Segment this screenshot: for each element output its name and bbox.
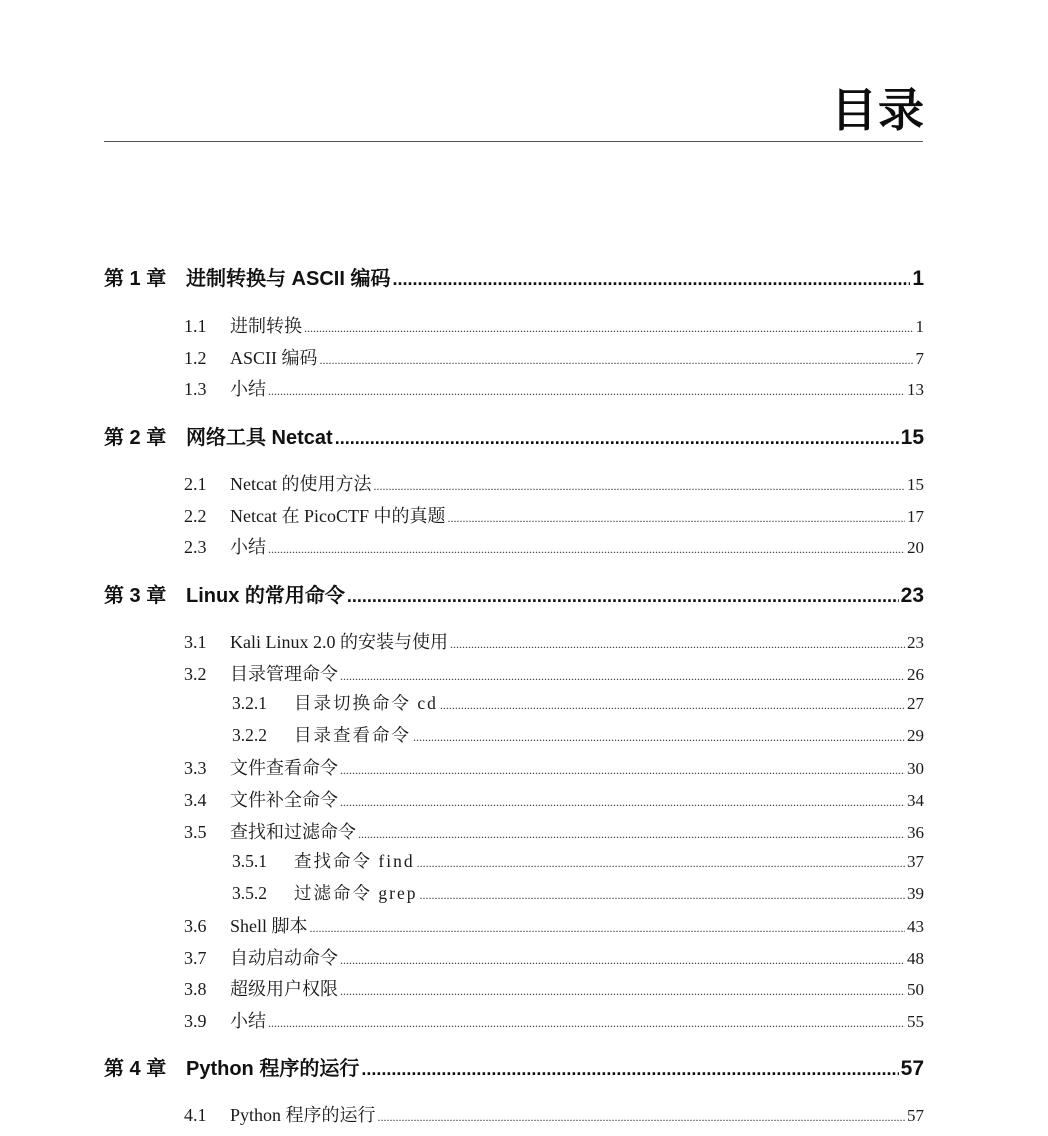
dot-leader [340, 795, 905, 810]
toc-subsection-entry[interactable] [232, 880, 924, 905]
toc-entry-title: 小结 [230, 537, 266, 557]
toc-entry-page-number: 1 [915, 317, 924, 336]
toc-entry-number: 第 2 章 [104, 427, 167, 449]
toc-entry-title: Python 程序的运行 [186, 1058, 360, 1080]
dot-leader [347, 586, 899, 607]
dot-leader [320, 353, 914, 368]
toc-section-entry[interactable] [184, 818, 924, 844]
toc-entry-page-number: 43 [907, 917, 924, 936]
toc-subsection-entry[interactable] [232, 722, 924, 747]
dot-leader [335, 428, 899, 449]
dot-leader [378, 1110, 905, 1125]
toc-entry-page-number: 26 [907, 665, 924, 684]
dot-leader [310, 921, 905, 936]
toc-entry-title: Netcat 的使用方法 [230, 474, 372, 494]
dot-leader [413, 730, 905, 745]
toc-entry-title: 超级用户权限 [230, 979, 338, 999]
toc-section-entry[interactable] [184, 1101, 924, 1127]
toc-section-entry[interactable] [184, 344, 924, 370]
toc-entry-page-number: 15 [907, 475, 924, 494]
toc-entry-number: 3.7 [184, 948, 207, 968]
dot-leader [340, 763, 905, 778]
toc-entry-page-number: 48 [907, 949, 924, 968]
dot-leader [304, 321, 914, 336]
toc-subsection-entry[interactable] [232, 690, 924, 715]
toc-entry-number: 1.2 [184, 348, 207, 368]
toc-section-entry[interactable] [184, 470, 924, 496]
toc-entry-number: 3.3 [184, 758, 207, 778]
toc-entry-number: 3.6 [184, 916, 207, 936]
toc-entry-title: Linux 的常用命令 [186, 585, 345, 607]
toc-entry-page-number: 30 [907, 759, 924, 778]
toc-entry-number: 4.1 [184, 1105, 207, 1125]
toc-entry-title: 过滤命令 grep [294, 883, 418, 903]
toc-entry-page-number: 50 [907, 980, 924, 999]
toc-entry-title: Shell 脚本 [230, 916, 308, 936]
toc-entry-number: 3.4 [184, 790, 207, 810]
toc-entry-page-number: 36 [907, 823, 924, 842]
toc-entry-title: 进制转换 [230, 316, 302, 336]
toc-entry-title: 小结 [230, 379, 266, 399]
dot-leader [340, 953, 905, 968]
toc-entry-page-number: 20 [907, 538, 924, 557]
toc-entry-number: 第 3 章 [104, 585, 167, 607]
toc-entry-number: 1.3 [184, 379, 207, 399]
toc-entry-number: 第 4 章 [104, 1058, 167, 1080]
toc-entry-title: 查找和过滤命令 [230, 822, 356, 842]
dot-leader [268, 384, 905, 399]
toc-section-entry[interactable] [184, 786, 924, 812]
dot-leader [447, 511, 905, 526]
toc-entry-number: 3.5.2 [232, 883, 267, 903]
toc-entry-page-number: 17 [907, 507, 924, 526]
toc-entry-page-number: 37 [907, 852, 924, 871]
toc-section-entry[interactable] [184, 660, 924, 686]
toc-entry-page-number: 29 [907, 726, 924, 745]
toc-entry-number: 第 1 章 [104, 268, 167, 290]
dot-leader [340, 669, 905, 684]
toc-chapter-entry[interactable] [104, 579, 924, 608]
toc-entry-page-number: 7 [915, 349, 924, 368]
toc-entry-number: 3.8 [184, 979, 207, 999]
dot-leader [358, 827, 905, 842]
toc-entry-number: 3.5.1 [232, 851, 267, 871]
dot-leader [450, 637, 905, 652]
toc-entry-page-number: 57 [900, 1057, 924, 1080]
dot-leader [417, 856, 905, 871]
toc-section-entry[interactable] [184, 502, 924, 528]
dot-leader [419, 888, 905, 903]
toc-entry-page-number: 27 [907, 694, 924, 713]
toc-section-entry[interactable] [184, 1007, 924, 1033]
toc-entry-title: 查找命令 find [294, 851, 415, 871]
toc-entry-title: 自动启动命令 [230, 948, 338, 968]
toc-entry-title: 网络工具 Netcat [186, 427, 333, 449]
toc-entry-title: 文件查看命令 [230, 758, 338, 778]
page-title: 目录 [831, 84, 925, 136]
toc-entry-page-number: 23 [907, 633, 924, 652]
toc-entry-title: 目录切换命令 cd [294, 693, 438, 713]
toc-entry-number: 3.2.1 [232, 693, 267, 713]
toc-section-entry[interactable] [184, 754, 924, 780]
toc-entry-title: 目录管理命令 [230, 664, 338, 684]
toc-entry-number: 3.9 [184, 1011, 207, 1031]
toc-entry-title: Kali Linux 2.0 的安装与使用 [230, 632, 448, 652]
toc-entry-title: Netcat 在 PicoCTF 中的真题 [230, 506, 446, 526]
toc-entry-number: 3.2 [184, 664, 207, 684]
toc-entry-page-number: 55 [907, 1012, 924, 1031]
toc-entry-page-number: 13 [907, 380, 924, 399]
dot-leader [268, 542, 905, 557]
toc-entry-page-number: 23 [900, 584, 924, 607]
toc-section-entry[interactable] [184, 912, 924, 938]
toc-entry-number: 2.3 [184, 537, 207, 557]
toc-entry-number: 2.2 [184, 506, 207, 526]
toc-section-entry[interactable] [184, 375, 924, 401]
toc-entry-number: 3.5 [184, 822, 207, 842]
toc-entry-page-number: 1 [912, 267, 924, 290]
toc-chapter-entry[interactable] [104, 1052, 924, 1081]
toc-entry-title: ASCII 编码 [230, 348, 318, 368]
dot-leader [373, 479, 905, 494]
toc-entry-page-number: 34 [907, 791, 924, 810]
dot-leader [268, 1016, 905, 1031]
toc-entry-number: 3.1 [184, 632, 207, 652]
toc-entry-title: Python 程序的运行 [230, 1105, 376, 1125]
toc-entry-title: 进制转换与 ASCII 编码 [186, 268, 391, 290]
toc-entry-number: 2.1 [184, 474, 207, 494]
toc-entry-title: 文件补全命令 [230, 790, 338, 810]
toc-section-entry[interactable] [184, 533, 924, 559]
toc-entry-title: 小结 [230, 1011, 266, 1031]
dot-leader [340, 984, 905, 999]
toc-subsection-entry[interactable] [232, 848, 924, 873]
dot-leader [361, 1059, 898, 1080]
toc-chapter-entry[interactable] [104, 421, 924, 450]
toc-entry-number: 1.1 [184, 316, 207, 336]
toc-entry-page-number: 15 [900, 426, 924, 449]
toc-entry-page-number: 57 [907, 1106, 924, 1125]
dot-leader [392, 269, 910, 290]
toc-section-entry[interactable] [184, 944, 924, 970]
toc-entry-page-number: 39 [907, 884, 924, 903]
toc-section-entry[interactable] [184, 628, 924, 654]
toc-section-entry[interactable] [184, 975, 924, 1001]
toc-section-entry[interactable] [184, 312, 924, 338]
toc-chapter-entry[interactable] [104, 262, 924, 291]
dot-leader [440, 698, 905, 713]
toc-entry-title: 目录查看命令 [294, 725, 411, 745]
toc-entry-number: 3.2.2 [232, 725, 267, 745]
